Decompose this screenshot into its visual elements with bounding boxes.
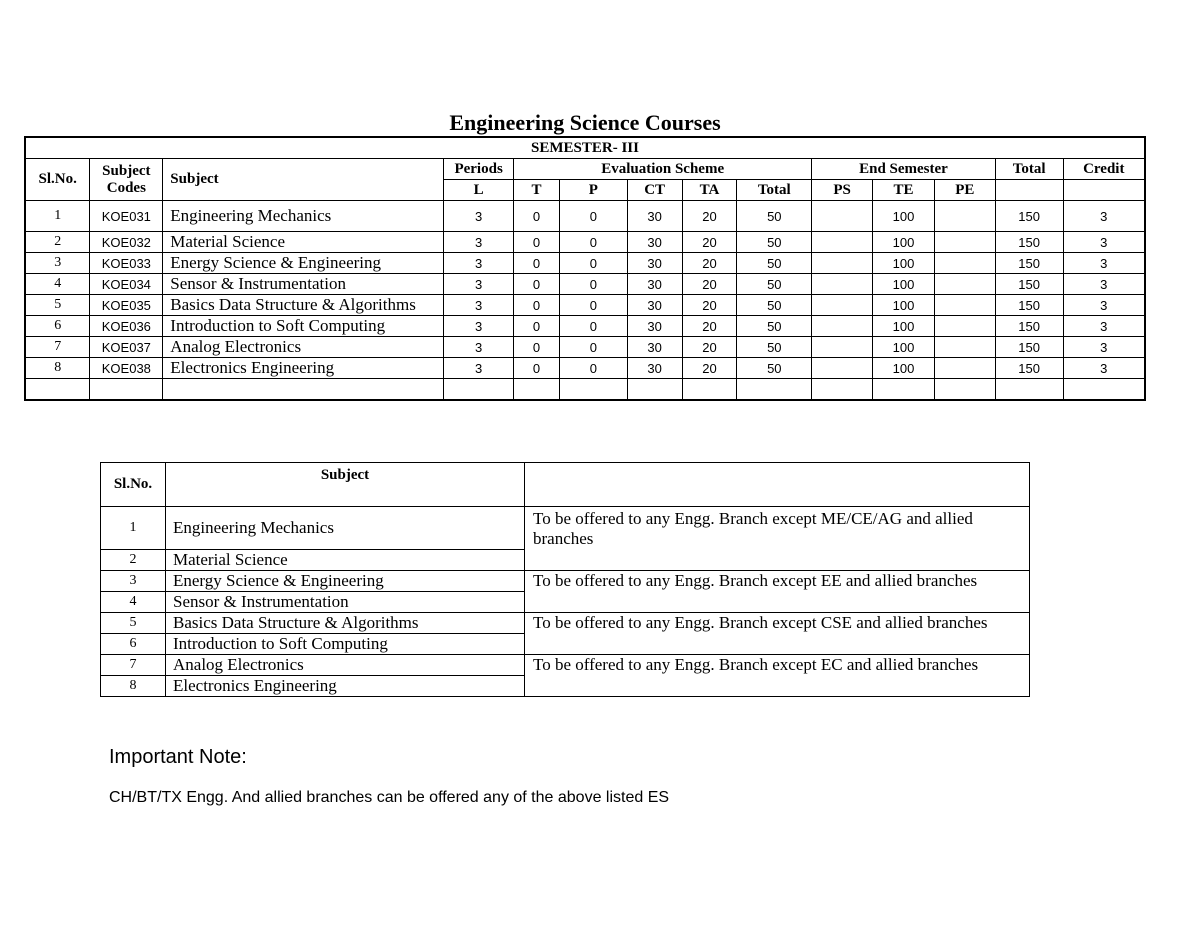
header-te: TE <box>873 180 935 201</box>
period-t: 0 <box>514 316 560 337</box>
empty-cell <box>873 379 935 401</box>
header-subject: Subject <box>163 159 444 201</box>
eval-ta: 20 <box>682 274 737 295</box>
end-sem-te: 100 <box>873 337 935 358</box>
end-sem-ps <box>812 295 873 316</box>
end-sem-ps <box>812 201 873 232</box>
eval-total: 50 <box>737 337 812 358</box>
period-t: 0 <box>514 295 560 316</box>
course-code: KOE036 <box>90 316 163 337</box>
empty-cell <box>1063 379 1145 401</box>
grand-total: 150 <box>995 316 1063 337</box>
eval-total: 50 <box>737 358 812 379</box>
end-sem-pe <box>934 358 995 379</box>
header-subject-codes: Subject Codes <box>90 159 163 201</box>
course-slno: 6 <box>25 316 90 337</box>
empty-cell <box>444 379 514 401</box>
eval-ta: 20 <box>682 316 737 337</box>
offer-subject: Basics Data Structure & Algorithms <box>166 613 525 634</box>
offer-sl: 4 <box>101 592 166 613</box>
end-sem-ps <box>812 316 873 337</box>
header-t: T <box>514 180 560 201</box>
page-title: Engineering Science Courses <box>449 110 721 135</box>
eval-ct: 30 <box>627 316 682 337</box>
course-subject: Sensor & Instrumentation <box>163 274 444 295</box>
period-t: 0 <box>514 201 560 232</box>
empty-cell <box>25 379 90 401</box>
empty-cell <box>514 379 560 401</box>
end-sem-ps <box>812 232 873 253</box>
course-code: KOE033 <box>90 253 163 274</box>
empty-cell <box>812 379 873 401</box>
period-l: 3 <box>444 316 514 337</box>
header-total: Total <box>995 159 1063 180</box>
courses-table <box>24 136 1146 401</box>
end-sem-te: 100 <box>873 316 935 337</box>
credit: 3 <box>1063 232 1145 253</box>
eval-total: 50 <box>737 232 812 253</box>
header-p: P <box>559 180 627 201</box>
offer-sl: 2 <box>101 550 166 571</box>
offer-header-slno: Sl.No. <box>101 463 166 507</box>
end-sem-pe <box>934 232 995 253</box>
period-p: 0 <box>559 253 627 274</box>
offer-subject: Analog Electronics <box>166 655 525 676</box>
course-code: KOE032 <box>90 232 163 253</box>
empty-cell <box>995 379 1063 401</box>
end-sem-pe <box>934 253 995 274</box>
course-subject: Basics Data Structure & Algorithms <box>163 295 444 316</box>
eval-ta: 20 <box>682 295 737 316</box>
header-total-blank <box>995 180 1063 201</box>
course-slno: 3 <box>25 253 90 274</box>
offer-subject: Introduction to Soft Computing <box>166 634 525 655</box>
header-end-semester: End Semester <box>812 159 995 180</box>
offer-subject: Energy Science & Engineering <box>166 571 525 592</box>
course-slno: 2 <box>25 232 90 253</box>
course-row <box>25 337 1145 358</box>
offer-subject: Engineering Mechanics <box>166 507 525 550</box>
eval-ta: 20 <box>682 201 737 232</box>
period-t: 0 <box>514 274 560 295</box>
header-pe: PE <box>934 180 995 201</box>
end-sem-te: 100 <box>873 274 935 295</box>
end-sem-pe <box>934 274 995 295</box>
period-l: 3 <box>444 337 514 358</box>
eval-total: 50 <box>737 253 812 274</box>
empty-cell <box>737 379 812 401</box>
period-p: 0 <box>559 316 627 337</box>
important-note-text: CH/BT/TX Engg. And allied branches can be offered any of the above listed ES <box>109 789 670 806</box>
eval-ta: 20 <box>682 337 737 358</box>
period-t: 0 <box>514 253 560 274</box>
end-sem-ps <box>812 253 873 274</box>
header-ps: PS <box>812 180 873 201</box>
credit: 3 <box>1063 295 1145 316</box>
header-credit: Credit <box>1063 159 1145 180</box>
course-code: KOE037 <box>90 337 163 358</box>
course-row <box>25 201 1145 232</box>
course-row <box>25 316 1145 337</box>
period-l: 3 <box>444 232 514 253</box>
eval-ct: 30 <box>627 358 682 379</box>
eval-ct: 30 <box>627 201 682 232</box>
credit: 3 <box>1063 337 1145 358</box>
eval-total: 50 <box>737 295 812 316</box>
eval-total: 50 <box>737 201 812 232</box>
course-row <box>25 253 1145 274</box>
end-sem-pe <box>934 316 995 337</box>
offer-note: To be offered to any Engg. Branch except EC and allied branches <box>525 655 1030 697</box>
course-subject: Electronics Engineering <box>163 358 444 379</box>
end-sem-te: 100 <box>873 253 935 274</box>
grand-total: 150 <box>995 295 1063 316</box>
offer-note: To be offered to any Engg. Branch except EE and allied branches <box>525 571 1030 613</box>
header-l: L <box>444 180 514 201</box>
offer-subject: Material Science <box>166 550 525 571</box>
offer-header-subject: Subject <box>166 463 525 507</box>
course-subject: Analog Electronics <box>163 337 444 358</box>
course-row <box>25 358 1145 379</box>
grand-total: 150 <box>995 337 1063 358</box>
eval-ta: 20 <box>682 253 737 274</box>
period-l: 3 <box>444 295 514 316</box>
period-p: 0 <box>559 274 627 295</box>
empty-cell <box>627 379 682 401</box>
offer-sl: 5 <box>101 613 166 634</box>
eval-total: 50 <box>737 316 812 337</box>
offer-note: To be offered to any Engg. Branch except ME/CE/AG and allied branches <box>525 507 1030 571</box>
course-row <box>25 295 1145 316</box>
end-sem-te: 100 <box>873 295 935 316</box>
header-ta: TA <box>682 180 737 201</box>
eval-ct: 30 <box>627 295 682 316</box>
end-sem-pe <box>934 337 995 358</box>
header-credit-blank <box>1063 180 1145 201</box>
eval-ct: 30 <box>627 253 682 274</box>
eval-ta: 20 <box>682 358 737 379</box>
offer-table <box>100 462 1030 697</box>
end-sem-pe <box>934 201 995 232</box>
grand-total: 150 <box>995 253 1063 274</box>
offer-sl: 1 <box>101 507 166 550</box>
eval-total: 50 <box>737 274 812 295</box>
end-sem-pe <box>934 295 995 316</box>
course-subject: Material Science <box>163 232 444 253</box>
course-subject: Introduction to Soft Computing <box>163 316 444 337</box>
offer-sl: 3 <box>101 571 166 592</box>
empty-cell <box>90 379 163 401</box>
header-slno: Sl.No. <box>25 159 90 201</box>
period-t: 0 <box>514 232 560 253</box>
course-row <box>25 232 1145 253</box>
credit: 3 <box>1063 358 1145 379</box>
period-p: 0 <box>559 201 627 232</box>
eval-ct: 30 <box>627 337 682 358</box>
course-subject: Engineering Mechanics <box>163 201 444 232</box>
header-sub-total: Total <box>737 180 812 201</box>
offer-sl: 6 <box>101 634 166 655</box>
offer-sl: 8 <box>101 676 166 697</box>
course-slno: 5 <box>25 295 90 316</box>
header-periods: Periods <box>444 159 514 180</box>
end-sem-ps <box>812 358 873 379</box>
period-l: 3 <box>444 358 514 379</box>
period-t: 0 <box>514 337 560 358</box>
period-p: 0 <box>559 337 627 358</box>
period-l: 3 <box>444 201 514 232</box>
course-code: KOE035 <box>90 295 163 316</box>
eval-ta: 20 <box>682 232 737 253</box>
offer-subject: Electronics Engineering <box>166 676 525 697</box>
grand-total: 150 <box>995 201 1063 232</box>
course-code: KOE034 <box>90 274 163 295</box>
end-sem-ps <box>812 274 873 295</box>
course-code: KOE038 <box>90 358 163 379</box>
credit: 3 <box>1063 274 1145 295</box>
offer-subject: Sensor & Instrumentation <box>166 592 525 613</box>
period-p: 0 <box>559 232 627 253</box>
eval-ct: 30 <box>627 232 682 253</box>
offer-note: To be offered to any Engg. Branch except CSE and allied branches <box>525 613 1030 655</box>
offer-sl: 7 <box>101 655 166 676</box>
end-sem-ps <box>812 337 873 358</box>
empty-cell <box>934 379 995 401</box>
period-t: 0 <box>514 358 560 379</box>
credit: 3 <box>1063 316 1145 337</box>
empty-cell <box>682 379 737 401</box>
grand-total: 150 <box>995 358 1063 379</box>
course-slno: 4 <box>25 274 90 295</box>
end-sem-te: 100 <box>873 358 935 379</box>
header-ct: CT <box>627 180 682 201</box>
period-l: 3 <box>444 253 514 274</box>
important-note-heading: Important Note: <box>109 746 247 768</box>
course-subject: Energy Science & Engineering <box>163 253 444 274</box>
empty-cell <box>559 379 627 401</box>
credit: 3 <box>1063 201 1145 232</box>
course-slno: 7 <box>25 337 90 358</box>
offer-header-blank <box>525 463 1030 507</box>
course-slno: 8 <box>25 358 90 379</box>
grand-total: 150 <box>995 232 1063 253</box>
period-l: 3 <box>444 274 514 295</box>
course-row <box>25 274 1145 295</box>
end-sem-te: 100 <box>873 232 935 253</box>
period-p: 0 <box>559 295 627 316</box>
semester-label: SEMESTER- III <box>25 137 1145 159</box>
period-p: 0 <box>559 358 627 379</box>
eval-ct: 30 <box>627 274 682 295</box>
header-evaluation-scheme: Evaluation Scheme <box>514 159 812 180</box>
course-code: KOE031 <box>90 201 163 232</box>
end-sem-te: 100 <box>873 201 935 232</box>
empty-cell <box>163 379 444 401</box>
grand-total: 150 <box>995 274 1063 295</box>
credit: 3 <box>1063 253 1145 274</box>
empty-row <box>25 379 1145 401</box>
course-slno: 1 <box>25 201 90 232</box>
